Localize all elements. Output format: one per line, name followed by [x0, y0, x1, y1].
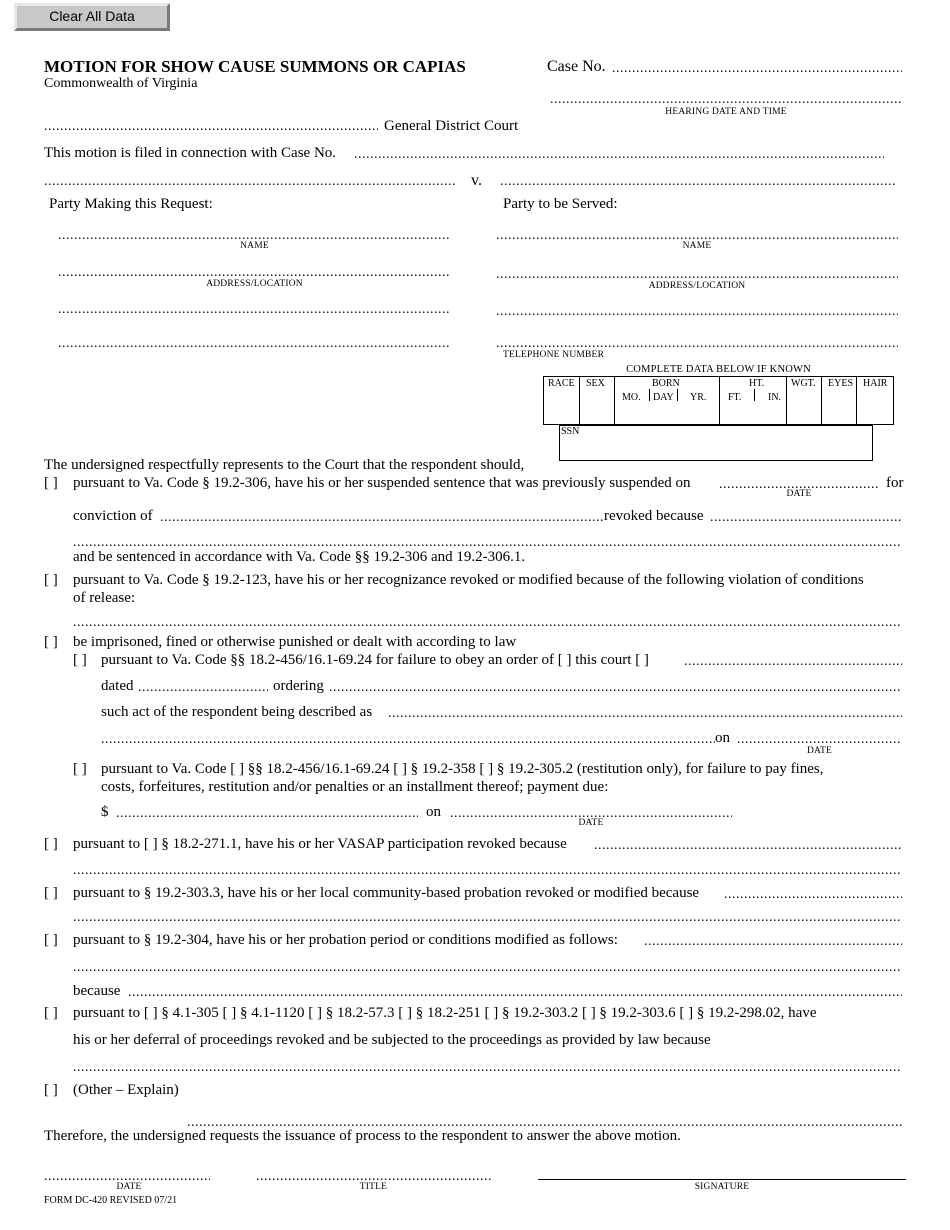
- act-on-label: on: [715, 730, 730, 746]
- hair-header: HAIR: [863, 378, 888, 389]
- served-address-caption: ADDRESS/LOCATION: [648, 281, 746, 291]
- sentenced-text: and be sentenced in accordance with Va. Code §§ 19.2-306 and 19.2-306.1.: [73, 549, 526, 565]
- eyes-header: EYES: [828, 378, 853, 389]
- payment-date-caption: DATE: [578, 818, 604, 828]
- height-inches-header: IN.: [768, 392, 782, 403]
- conviction-label: conviction of: [73, 508, 153, 524]
- checkbox-punished[interactable]: [ ]: [44, 634, 58, 650]
- vasap-reason-field-1[interactable]: [594, 839, 902, 855]
- height-feet-header: FT.: [728, 392, 742, 403]
- community-reason-field-1[interactable]: [724, 888, 902, 904]
- other-explain-label: (Other – Explain): [73, 1082, 179, 1098]
- sex-header: SEX: [586, 378, 605, 389]
- signature-line[interactable]: [538, 1179, 906, 1180]
- act-description-field-1[interactable]: [388, 707, 902, 723]
- order-date-field[interactable]: [138, 681, 268, 697]
- deferral-text-2: his or her deferral of proceedings revoked and be subjected to the proceedings as provided by law because: [73, 1032, 711, 1048]
- case-no-label: Case No.: [547, 58, 606, 75]
- checkbox-community-probation[interactable]: [ ]: [44, 885, 58, 901]
- ordering-label: ordering: [273, 678, 324, 694]
- ordering-field[interactable]: [329, 681, 902, 697]
- checkbox-recognizance[interactable]: [ ]: [44, 572, 58, 588]
- ssn-box[interactable]: [559, 425, 873, 461]
- because-label: because: [73, 983, 121, 999]
- closing-text: Therefore, the undersigned requests the issuance of process to the respondent to answer the above motion.: [44, 1128, 681, 1144]
- race-header: RACE: [548, 378, 575, 389]
- act-description-field-2[interactable]: [101, 733, 715, 749]
- modification-field-1[interactable]: [644, 935, 902, 951]
- recognizance-text-2: of release:: [73, 590, 136, 606]
- checkbox-deferral[interactable]: [ ]: [44, 1005, 58, 1021]
- born-header: BORN: [652, 378, 680, 389]
- case-no-field[interactable]: [612, 62, 902, 78]
- revoked-reason-field-1[interactable]: [710, 511, 902, 527]
- modification-field-2[interactable]: [73, 961, 902, 977]
- related-case-field[interactable]: [354, 148, 884, 164]
- community-reason-field-2[interactable]: [73, 911, 902, 927]
- modification-reason-field[interactable]: [128, 986, 902, 1002]
- checkbox-probation-modified[interactable]: [ ]: [44, 932, 58, 948]
- form-title: MOTION FOR SHOW CAUSE SUMMONS OR CAPIAS: [44, 57, 466, 76]
- served-label: Party to be Served:: [503, 196, 618, 212]
- hearing-date-caption: HEARING DATE AND TIME: [665, 107, 787, 117]
- plaintiff-field[interactable]: [44, 175, 456, 191]
- defendant-field[interactable]: [500, 175, 895, 191]
- versus-label: v.: [471, 172, 482, 189]
- requester-address-field-2[interactable]: [58, 303, 451, 319]
- served-address-field-2[interactable]: [496, 305, 898, 321]
- act-date-caption: DATE: [806, 746, 833, 756]
- form-id: FORM DC-420 REVISED 07/21: [44, 1195, 178, 1206]
- other-court-field[interactable]: [684, 655, 902, 671]
- vasap-reason-field-2[interactable]: [73, 864, 902, 880]
- court-label: General District Court: [384, 118, 519, 134]
- failure-obey-text: pursuant to Va. Code §§ 18.2-456/16.1-69.24 for failure to obey an order of [ ] this court [ ]: [101, 652, 649, 668]
- signature-caption: SIGNATURE: [694, 1182, 750, 1192]
- served-name-caption: NAME: [682, 241, 712, 251]
- checkbox-failure-obey[interactable]: [ ]: [73, 652, 87, 668]
- punished-text: be imprisoned, fined or otherwise punished or dealt with according to law: [73, 634, 517, 650]
- such-act-label: such act of the respondent being described as: [101, 704, 373, 720]
- requester-label: Party Making this Request:: [49, 196, 213, 212]
- filed-label: This motion is filed in connection with Case No.: [44, 145, 337, 161]
- form-subtitle: Commonwealth of Virginia: [44, 76, 198, 91]
- requester-address-field-3[interactable]: [58, 337, 451, 353]
- born-year-header: YR.: [690, 392, 707, 403]
- signer-title-caption: TITLE: [359, 1182, 388, 1192]
- payment-on-label: on: [426, 804, 441, 820]
- dated-label: dated: [101, 678, 134, 694]
- conviction-field[interactable]: [160, 511, 604, 527]
- requester-name-caption: NAME: [240, 241, 269, 251]
- recognizance-text: pursuant to Va. Code § 19.2-123, have his or her recognizance revoked or modified because of the following violation of conditions: [73, 572, 864, 588]
- checkbox-suspended-sentence[interactable]: [ ]: [44, 475, 58, 491]
- deferral-reason-field[interactable]: [73, 1061, 902, 1077]
- deferral-text: pursuant to [ ] § 4.1-305 [ ] § 4.1-1120 [ ] § 18.2-57.3 [ ] § 18.2-251 [ ] § 19.2-303.2 [ ] § 19.2-303.6 [ ] § 19.2-298.02, have: [73, 1005, 817, 1021]
- checkbox-vasap[interactable]: [ ]: [44, 836, 58, 852]
- phone-caption: TELEPHONE NUMBER: [503, 350, 605, 360]
- payment-amount-field[interactable]: [116, 807, 418, 823]
- signature-date-caption: DATE: [116, 1182, 142, 1192]
- suspended-date-caption: DATE: [786, 489, 812, 499]
- physical-data-heading: COMPLETE DATA BELOW IF KNOWN: [626, 364, 811, 375]
- ssn-label: SSN: [561, 426, 580, 437]
- probation-modified-text: pursuant to § 19.2-304, have his or her probation period or conditions modified as follows:: [73, 932, 618, 948]
- suspended-sentence-text: pursuant to Va. Code § 19.2-306, have his or her suspended sentence that was previously suspended on: [73, 475, 691, 491]
- vasap-text: pursuant to [ ] § 18.2-271.1, have his or her VASAP participation revoked because: [73, 836, 567, 852]
- release-violation-field[interactable]: [73, 616, 902, 632]
- for-label: for: [886, 475, 904, 491]
- born-day-header: DAY: [653, 392, 674, 403]
- checkbox-other[interactable]: [ ]: [44, 1082, 58, 1098]
- failure-pay-text-2: costs, forfeitures, restitution and/or penalties or an installment thereof; payment due:: [101, 779, 609, 795]
- dollar-sign: $: [101, 804, 109, 820]
- checkbox-failure-pay[interactable]: [ ]: [73, 761, 87, 777]
- court-name-field[interactable]: [44, 120, 378, 136]
- requester-address-caption: ADDRESS/LOCATION: [206, 279, 303, 289]
- weight-header: WGT.: [791, 378, 816, 389]
- revoked-because-label: revoked because: [604, 508, 704, 524]
- intro-text: The undersigned respectfully represents to the Court that the respondent should,: [44, 457, 525, 473]
- clear-all-data-button[interactable]: Clear All Data: [14, 3, 170, 31]
- failure-pay-text: pursuant to Va. Code [ ] §§ 18.2-456/16.1-69.24 [ ] § 19.2-358 [ ] § 19.2-305.2 (restitution only), for failure to pay fines,: [101, 761, 824, 777]
- community-probation-text: pursuant to § 19.2-303.3, have his or her local community-based probation revoked or modified because: [73, 885, 700, 901]
- height-header: HT.: [749, 378, 765, 389]
- born-month-header: MO.: [622, 392, 641, 403]
